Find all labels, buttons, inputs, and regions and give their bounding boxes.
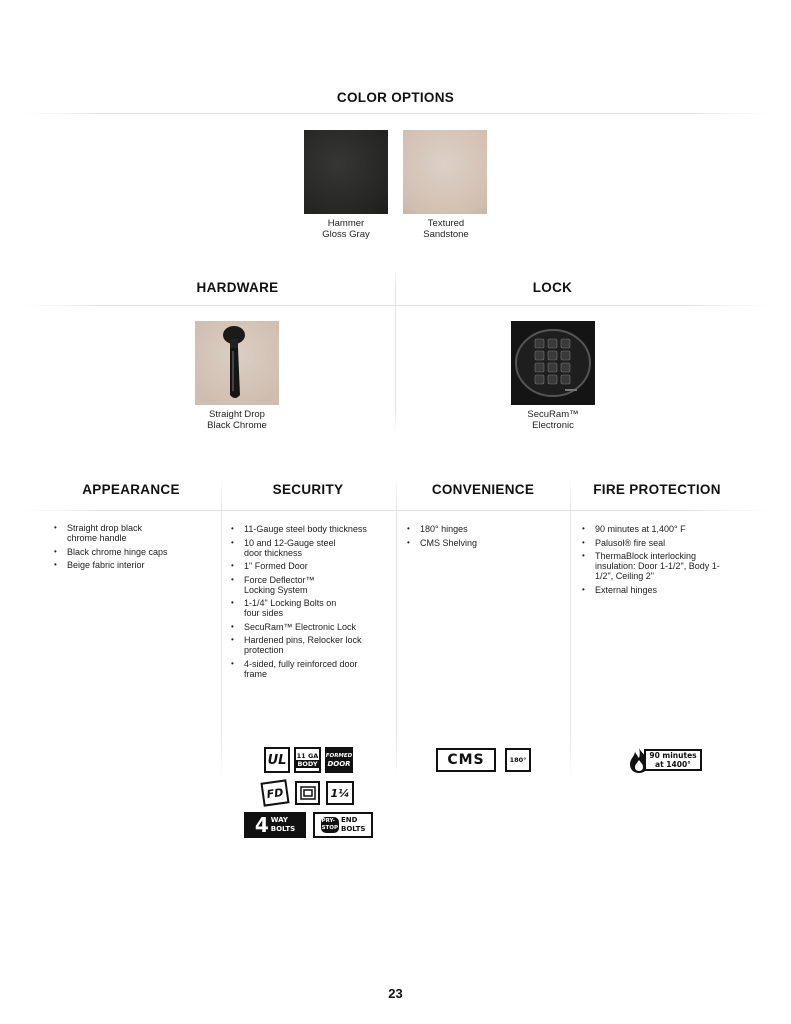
- list-item: • SecuRam™ Electronic Lock: [231, 622, 371, 632]
- list-item: • 90 minutes at 1,400° F: [582, 524, 722, 534]
- list-item: • 180° hinges: [407, 524, 547, 534]
- color-options-heading: COLOR OPTIONS: [336, 90, 455, 105]
- lock-image: [511, 321, 595, 405]
- convenience-heading: CONVENIENCE: [431, 482, 535, 497]
- divider: [20, 510, 771, 511]
- fire-line2: at 1400°: [655, 760, 691, 769]
- handle-icon: [195, 321, 279, 405]
- handle-caption: Straight Drop Black Chrome: [207, 409, 267, 431]
- divider: [20, 113, 771, 114]
- cms-badge: [436, 748, 496, 772]
- swatch-hammer-gloss-gray[interactable]: [304, 130, 388, 214]
- body-text: BODY: [297, 760, 318, 768]
- hardware-heading: HARDWARE: [196, 280, 279, 295]
- four-text: 4: [254, 813, 269, 837]
- list-item: • 1" Formed Door: [231, 561, 371, 571]
- lock-heading: LOCK: [532, 280, 573, 295]
- list-item: • 11-Gauge steel body thickness: [231, 524, 371, 534]
- divider: [221, 478, 222, 778]
- 180-hinge-badge: [505, 748, 531, 772]
- handle-image: [195, 321, 279, 405]
- security-list: [231, 524, 371, 682]
- list-item: • 4-sided, fully reinforced door frame: [231, 659, 362, 679]
- fire-protection-heading: FIRE PROTECTION: [593, 482, 721, 497]
- list-item: • 10 and 12-Gauge steel door thickness: [231, 538, 352, 558]
- list-item: • Black chrome hinge caps: [54, 547, 174, 557]
- appearance-list: [54, 523, 174, 574]
- bolts-text: BOLTS: [270, 825, 296, 833]
- 11-gauge-body-badge: [294, 747, 321, 773]
- formed-text: FORMED: [325, 753, 353, 759]
- end-bolts-text: BOLTS: [341, 825, 366, 833]
- reinforced-frame-badge: [295, 781, 320, 805]
- end-text: END: [341, 816, 358, 824]
- list-item: • Hardened pins, Relocker lock protection: [231, 635, 362, 655]
- list-item: • 1-1/4" Locking Bolts on four sides: [231, 598, 352, 618]
- convenience-list: [407, 524, 547, 551]
- divider: [396, 478, 397, 778]
- fire-protection-list: [582, 524, 722, 598]
- inch-text: 1¼: [330, 786, 350, 800]
- list-item: • Palusol® fire seal: [582, 538, 722, 548]
- pry-stop: [321, 817, 339, 833]
- list-item: • CMS Shelving: [407, 538, 547, 548]
- fd-text: FD: [265, 785, 285, 801]
- pry-text: PRY-: [321, 818, 336, 824]
- security-heading: SECURITY: [272, 482, 344, 497]
- list-item: • Force Deflector™ Locking System: [231, 575, 334, 595]
- way-bolts: [271, 816, 295, 834]
- cms-text: CMS: [447, 752, 485, 768]
- 4-way-bolts-badge: [244, 812, 306, 838]
- appearance-heading: APPEARANCE: [82, 482, 180, 497]
- keypad-icon: [511, 321, 595, 405]
- hinge-text: 180°: [509, 756, 527, 764]
- stop-text: STOP: [321, 825, 338, 831]
- ul-badge: [264, 747, 290, 773]
- divider: [570, 478, 571, 778]
- door-text: DOOR: [327, 760, 351, 768]
- end-bolts: [341, 816, 365, 834]
- frame-icon: [299, 785, 317, 801]
- swatch-caption: Textured Sandstone: [423, 218, 469, 240]
- list-item: • External hinges: [582, 585, 722, 595]
- pry-stop-end-bolts-badge: [313, 812, 373, 838]
- list-item: • Beige fabric interior: [54, 560, 174, 570]
- divider: [20, 305, 771, 306]
- lock-caption: SecuRam™ Electronic: [527, 409, 579, 431]
- swatch-textured-sandstone[interactable]: [403, 130, 487, 214]
- list-item: • ThermaBlock interlocking insulation: Door 1-1/2", Body 1-1/2", Ceiling 2": [582, 551, 720, 581]
- page-number: 23: [388, 986, 403, 1001]
- way-text: WAY: [270, 816, 288, 824]
- swatch-caption: Hammer Gloss Gray: [322, 218, 370, 240]
- force-deflector-badge: [260, 779, 289, 806]
- fire-rating-label: [644, 749, 702, 771]
- locking-bolt-badge: [326, 781, 354, 805]
- fire-rating-badge: [626, 746, 704, 774]
- ul-text: UL: [267, 752, 287, 768]
- fire-line1: 90 minutes: [649, 751, 697, 760]
- gauge-text: 11 GA: [296, 752, 319, 760]
- formed-door-badge: [325, 747, 353, 773]
- list-item: • Straight drop black chrome handle: [54, 523, 174, 543]
